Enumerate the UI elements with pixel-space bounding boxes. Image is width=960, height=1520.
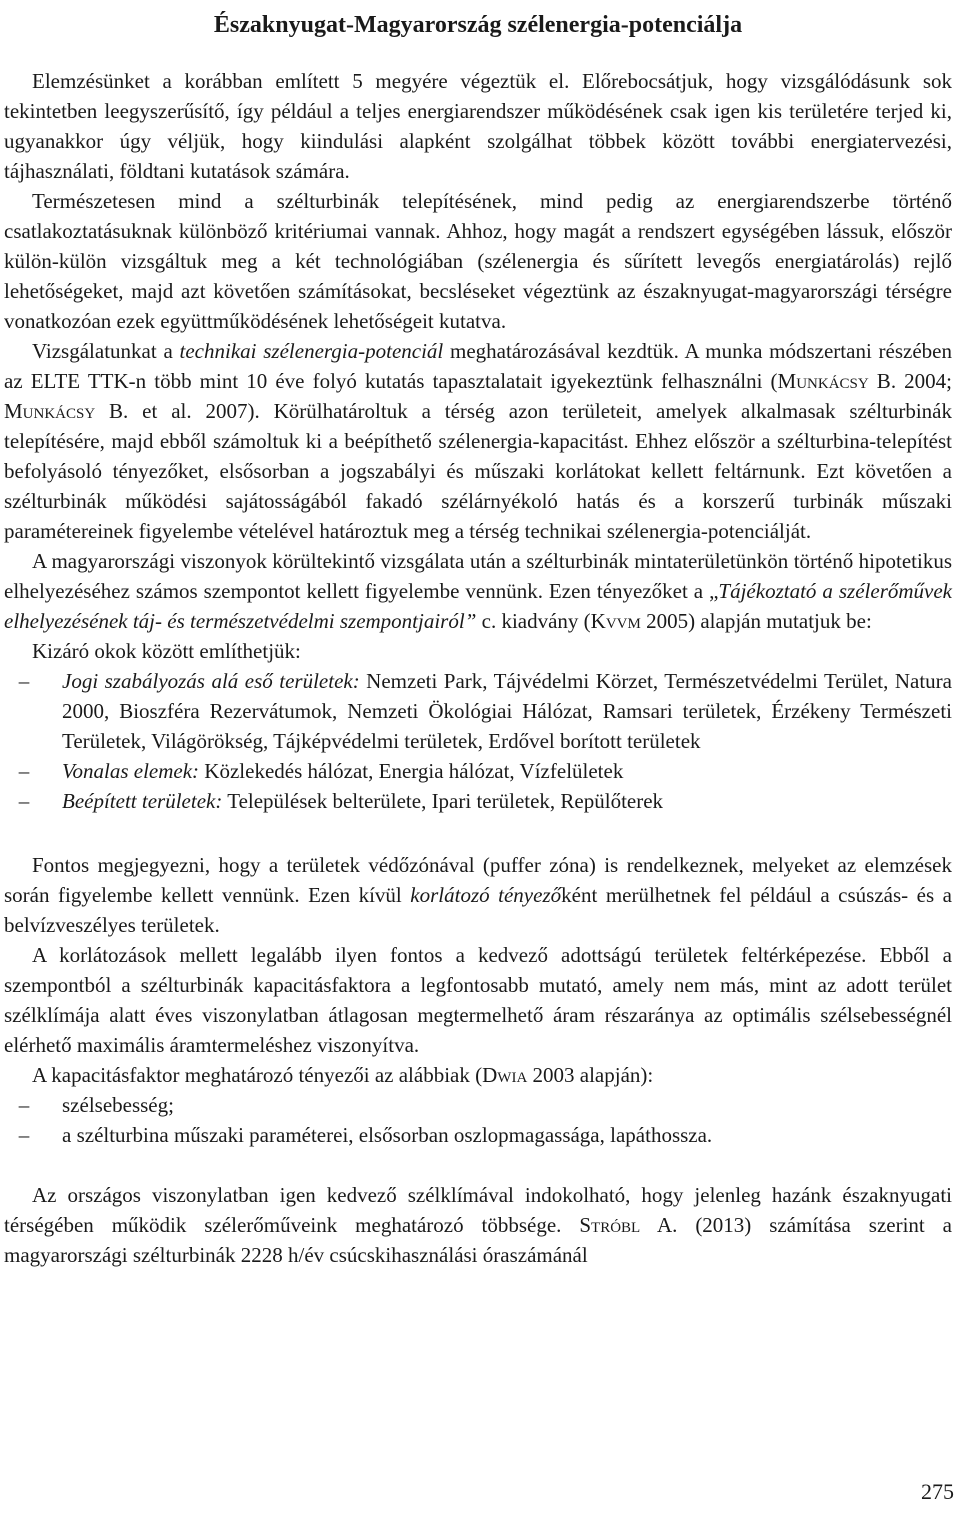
- citation-author: Dwia: [482, 1063, 528, 1087]
- paragraph-capacity-intro: A kapacitásfaktor meghatározó tényezői az alábbiak (Dwia 2003 alapján):: [32, 1063, 654, 1087]
- paragraph-method: Vizsgálatunkat a technikai szélenergia-potenciál meghatározásával kezdtük. A munka módszertani részében az ELTE TTK-n több mint 10 éve folyó kutatás tapasztalatait igyekeztünk felhasználni (Munkácsy B. 2004; Munkácsy B. et al. 2007). Körülhatároltuk a térség azon területeit, amelyek alkalmasak szélturbinák telepítésére, majd ebből számoltuk ki a beépíthető szélenergia-kapacitást. Ehhez először a szélturbina-telepítést befolyásoló tényezőket, elsősorban a jogszabályi és műszaki korlátokat kellett feltárnunk. Ezt követően a szélturbinák működési sajátosságából fakadó szélárnyékoló hatás és a korszerű turbinák műszaki paramétereinek figyelembe vételével határoztuk meg a térség technikai szélenergia-potenciálját.: [4, 339, 952, 543]
- list-item: – a szélturbina műszaki paraméterei, elsősorban oszlopmagassága, lapáthossza.: [62, 1120, 952, 1150]
- exclusion-list: [4, 666, 952, 816]
- list-item: – Vonalas elemek: Közlekedés hálózat, Energia hálózat, Vízfelületek: [62, 756, 952, 786]
- paragraph-buffer-zones: Fontos megjegyezni, hogy a területek védőzónával (puffer zóna) is rendelkeznek, melyeket az elemzések során figyelembe kellett vennünk. Ezen kívül korlátozó tényezőként merülhetnek fel például a csúszás- és a belvízveszélyes területek.: [4, 853, 953, 937]
- list-item: – szélsebesség;: [62, 1090, 952, 1120]
- page-number: 275: [921, 1479, 954, 1504]
- list-item: – Beépített területek: Települések belterülete, Ipari területek, Repülőterek: [62, 786, 952, 816]
- citation-author: Munkácsy: [777, 369, 869, 393]
- exclusion-intro: Kizáró okok között említhetjük:: [32, 639, 301, 663]
- paragraph-intro: Elemzésünket a korábban említett 5 megyére végeztük el. Előrebocsátjuk, hogy vizsgálódásunk sok tekintetben leegyszerűsítő, így például a teljes energiarendszer működésének csak igen kis területére terjed ki, ugyanakkor úgy véljük, hogy kiindulási alapként szolgálhat többek között további energiatervezési, tájhasználati, földtani kutatások számára.: [4, 69, 952, 183]
- paragraph-criteria: Természetesen mind a szélturbinák telepítésének, mind pedig az energiarendszerbe történő csatlakoztatásuknak különböző kritériumai vannak. Ahhoz, hogy magát a rendszert egységében lássuk, először külön-külön vizsgáltuk meg a két technológiában (szélenergia és sűrített levegős energiatárolás) rejlő lehetőségeket, majd azt követően számításokat, becsléseket végeztünk az északnyugat-magyarországi térségre vonatkozóan ezek együttműködésének lehetőségeit kutatva.: [4, 189, 952, 333]
- page-title: Északnyugat-Magyarország szélenergia-potenciálja: [213, 12, 743, 38]
- paragraph-capacity-factor: A korlátozások mellett legalább ilyen fontos a kedvező adottságú területek feltérképezése. Ebből a szempontból a szélturbinák kapacitásfaktora a legfontosabb mutató, amely nem más, mint az adott terület szélklímája alatt éves viszonylatban átlagosan megtermelhető áram részaránya az optimális szélsebességnél elérhető maximális áramtermeléshez viszonyítva.: [4, 943, 952, 1057]
- paragraph-wind-climate: Az országos viszonylatban igen kedvező szélklímával indokolható, hogy jelenleg hazánk északnyugati térségében működik szélerőműveink meghatározó többsége. Stróbl A. (2013) számítása szerint a magyarországi szélturbinák 2228 h/év csúcskihasználási óraszámánál: [4, 1183, 952, 1267]
- paragraph-factors: A magyarországi viszonyok körültekintő vizsgálata után a szélturbinák mintaterületünkön történő hipotetikus elhelyezéséhez számos szempontot kellett figyelembe vennünk. Ezen tényezőket a „Tájékoztató a szélerőművek elhelyezésének táj- és természetvédelmi szempontjairól” c. kiadvány (Kvvm 2005) alapján mutatjuk be:: [4, 549, 952, 633]
- publication-title: Tájékoztató a szélerőművek elhelyezésének táj- és természetvédelmi szempontjairól”: [4, 579, 952, 633]
- body-text: [4, 66, 952, 1270]
- citation-author: Munkácsy: [4, 399, 96, 423]
- term-limiting-factor: korlátozó tényező: [410, 883, 562, 907]
- list-item: – Jogi szabályozás alá eső területek: Nemzeti Park, Tájvédelmi Körzet, Természetvédelmi Terület, Natura 2000, Bioszféra Rezervátumok, Nemzeti Ökológiai Hálózat, Ramsari területek, Érzékeny Természeti Területek, Világörökség, Tájképvédelmi területek, Erdővel borított területek: [62, 666, 952, 756]
- capacity-list: [4, 1090, 952, 1150]
- citation-author: Stróbl A.: [579, 1213, 678, 1237]
- citation-author: Kvvm: [590, 609, 641, 633]
- term-technical-potential: technikai szélenergia-potenciál: [179, 339, 444, 363]
